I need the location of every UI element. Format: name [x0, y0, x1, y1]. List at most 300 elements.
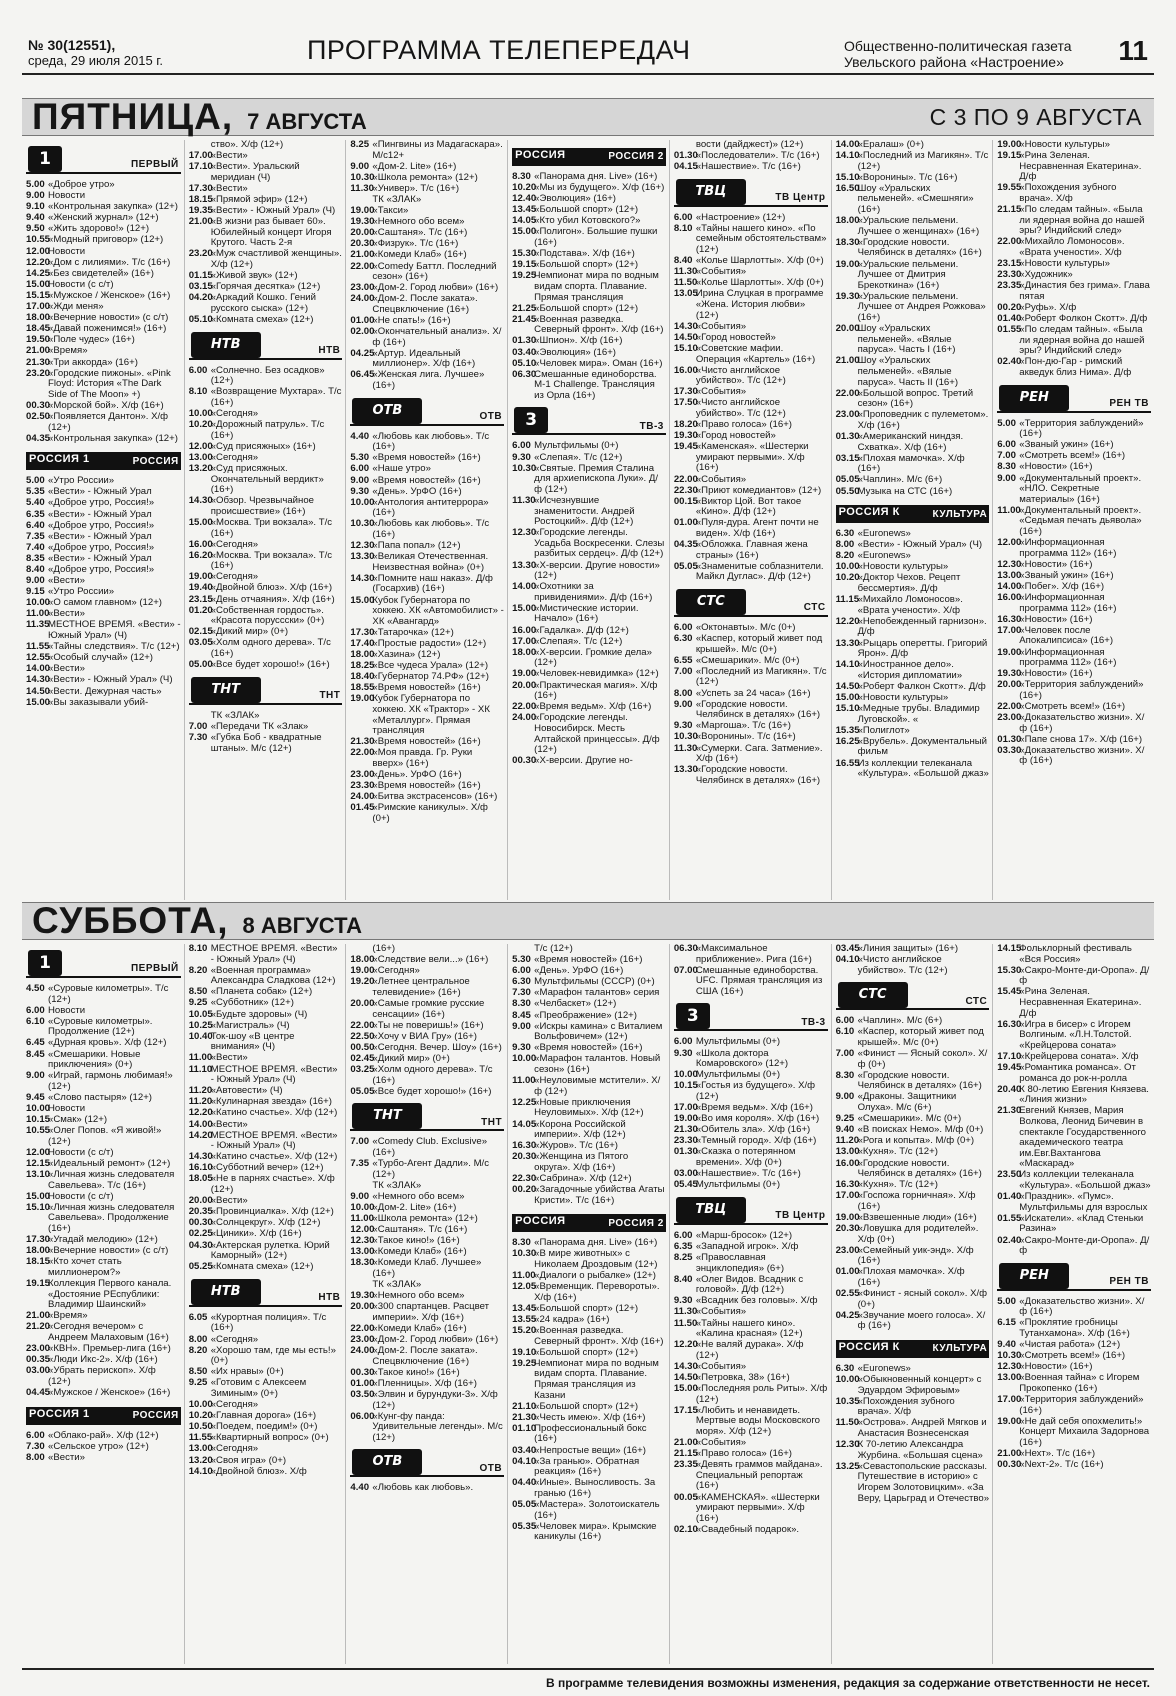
program-time: 11.00 [188, 1052, 213, 1064]
program-time: 9.00 [350, 474, 370, 486]
program-entry [350, 184, 504, 195]
program-title: «Дикий мир» (0+) [210, 626, 289, 638]
program-title: «Темный город». Х/ф (16+) [695, 1135, 817, 1147]
program-entry [997, 1362, 1151, 1373]
program-title: «Новости» (16+) [1019, 1361, 1093, 1373]
program-time: 6.00 [673, 621, 693, 633]
program-time: 10.30 [350, 518, 375, 530]
program-entry [189, 1313, 343, 1334]
program-title: «Автовести» (Ч) [210, 1085, 283, 1097]
program-time: 05.05 [512, 1499, 537, 1510]
program-entry [26, 1050, 181, 1071]
program-entry [674, 431, 828, 442]
channel-name: РОССИЯ 2 [608, 151, 664, 163]
program-time: 8.20 [188, 1344, 208, 1356]
program-title: «Главная дорога» (16+) [210, 1410, 317, 1422]
program-entry [674, 162, 828, 173]
program-entry [189, 1108, 343, 1119]
program-entry [512, 1304, 666, 1315]
program-time: 8.30 [512, 171, 531, 182]
program-time: 6.15 [997, 1317, 1016, 1329]
program-time: 02.40 [997, 356, 1022, 368]
channel-header [350, 398, 504, 426]
program-title: «Доброе утро, Россия!» [48, 564, 155, 575]
channel-logo-icon: 3 [676, 1003, 710, 1029]
program-time: 19.00 [188, 571, 213, 583]
program-time: 17.15 [673, 1404, 698, 1416]
program-entry [674, 1275, 828, 1296]
program-title: «Вести» - Южный Урал» (Ч) [210, 205, 336, 217]
program-time: 04.25 [835, 1309, 860, 1321]
program-time: 4.40 [350, 430, 370, 442]
program-time: 17.00 [673, 1102, 698, 1114]
program-title: «Свадебный подарок». [695, 1523, 800, 1535]
program-entry [997, 582, 1151, 593]
program-entry [189, 1400, 343, 1411]
program-entry [26, 1017, 181, 1038]
program-entry [512, 1185, 666, 1206]
program-title: «Слепая». Т/с (12+) [534, 451, 623, 463]
program-time: 01.55 [997, 1212, 1022, 1224]
program-title: «Немного обо всем» [372, 1290, 465, 1302]
program-entry [26, 498, 181, 509]
program-time: 24.00 [350, 791, 375, 803]
program-title: «Марафон талантов. Новый сезон» (16+) [534, 1053, 661, 1076]
program-entry [997, 1085, 1151, 1106]
program-title: «Три аккорда» (16+) [48, 356, 138, 368]
program-title: «Nехт-2». Т/с (16+) [1019, 1459, 1104, 1471]
program-title: Мультфильмы (0+) [534, 440, 619, 452]
program-entry [26, 213, 181, 224]
program-title: «Вечерние новости» (с с/т) [48, 312, 169, 324]
program-time: 21.00 [350, 249, 375, 261]
program-title: «Появляется Дантон». Х/ф (12+) [48, 410, 169, 433]
program-title: Шоу «Уральских пельменей». «Вялые паруса». Часть II (16+) [857, 355, 959, 388]
program-entry [189, 1120, 343, 1131]
program-time: 13.45 [512, 1302, 537, 1314]
program-entry [26, 291, 181, 302]
program-entry [26, 642, 181, 653]
program-title: «Городские пижоны». «Pink Floyd: История «The Dark Side of The Moon» +) [48, 367, 171, 400]
program-title: «Звучание моего голоса». Х/ф (16+) [857, 1309, 986, 1332]
program-time: 18.00 [350, 954, 375, 966]
program-entry [512, 1282, 666, 1303]
program-time: 01.10 [512, 1422, 537, 1434]
channel-header [836, 505, 990, 523]
program-entry [512, 1500, 666, 1521]
program-entry [512, 681, 666, 702]
program-entry [836, 292, 990, 324]
program-title: «Вести» [48, 608, 85, 620]
program-time: 10.30 [997, 1350, 1022, 1362]
program-title: «Слово пастыря» (12+) [48, 1091, 152, 1103]
channel-header [350, 1103, 504, 1131]
program-time: 10.00 [350, 1201, 375, 1213]
program-time: 10.05 [188, 1008, 213, 1020]
program-title: «Школа доктора Комаровского» (12+) [695, 1047, 789, 1070]
program-entry [836, 151, 990, 172]
saturday-column [184, 944, 346, 1664]
program-title: «Линия защиты» (16+) [857, 944, 959, 954]
program-entry [997, 281, 1151, 302]
program-entry [26, 335, 181, 346]
program-entry [997, 1297, 1151, 1318]
program-time: 9.30 [673, 1047, 693, 1059]
program-entry [674, 1125, 828, 1136]
program-time: 13.30 [512, 559, 537, 571]
channel-logo-icon: ТНТ [352, 1103, 422, 1129]
program-title: «Человек мира». Оман (16+) [534, 357, 663, 369]
program-title: «Моя правда. Гр. Руки вверх» (16+) [372, 747, 473, 769]
program-time: 22.00 [997, 701, 1022, 712]
program-title: «Новости культуры» [857, 561, 949, 573]
program-title: «Время новостей» (16+) [534, 954, 643, 966]
program-title: «Х-версии. Другие но- [534, 755, 633, 767]
program-entry [674, 667, 828, 688]
program-entry [189, 1467, 343, 1478]
program-time: 01.30 [673, 150, 698, 162]
program-title: «Время новостей» (16+) [534, 1042, 643, 1054]
program-title: К 80-летию Евгения Князева. «Линия жизни» [1019, 1083, 1149, 1106]
program-entry [997, 1052, 1151, 1063]
program-entry [26, 1235, 181, 1246]
program-entry [350, 1203, 504, 1214]
program-time: 24.00 [512, 712, 537, 724]
program-entry [26, 1388, 181, 1399]
program-time: 16.00 [673, 364, 698, 376]
channel-name: ТНТ [481, 1116, 503, 1128]
program-time: 6.00 [997, 439, 1016, 451]
program-entry [26, 1257, 181, 1278]
program-entry [26, 576, 181, 587]
channel-name: РОССИЯ [132, 1409, 179, 1421]
program-entry [26, 1126, 181, 1147]
program-entry [674, 744, 828, 765]
program-title: «Севастопольские рассказы. Путешествие в историю» с Игорем Золотовицким». «За Веру, Царьград и Отечество» [857, 1460, 990, 1504]
program-time: 19.25 [512, 1357, 537, 1369]
program-entry [189, 1097, 343, 1108]
program-time: 24.00 [350, 1345, 375, 1357]
program-time: 12.00 [26, 1146, 51, 1158]
channel-logo-icon: ТВЦ [676, 179, 746, 205]
program-time: 19.50 [26, 334, 51, 346]
program-time: 10.55 [26, 1125, 51, 1137]
program-entry [512, 999, 666, 1010]
program-title: «Право голоса» (16+) [695, 419, 792, 431]
program-time: 23.00 [997, 712, 1022, 724]
program-entry [997, 303, 1151, 314]
program-entry [189, 206, 343, 217]
program-title: «Аркадий Кошко. Гений русского сыска» (12+) [210, 292, 316, 314]
program-title: «Комеди Клаб. Лучшее» (16+) [372, 1257, 482, 1279]
program-title: «Проклятие гробницы Тутанхамона». Х/ф (16+) [1019, 1317, 1130, 1339]
program-title: «Поедем, поедим!» (0+) [210, 1421, 318, 1433]
program-title: «Челбаскет» (12+) [534, 998, 617, 1010]
program-time: 04.15 [673, 161, 698, 173]
program-title: «Магистраль» (Ч) [210, 1019, 290, 1031]
program-title: «Медные трубы. Владимир Луговской». « [857, 703, 980, 725]
program-title: ТК «ЗЛАК» [372, 1179, 422, 1191]
program-title: «Любовь как любовь». Т/с (16+) [372, 430, 490, 453]
program-title: «Каменская». «Шестерки умирают первыми». Х/ф (16+) [695, 441, 809, 474]
program-entry [674, 366, 828, 387]
program-time: 6.10 [835, 1026, 855, 1038]
program-entry [512, 271, 666, 303]
program-title: Новости [48, 190, 86, 202]
saturday-day-title [32, 900, 362, 942]
program-title: «Вести» [48, 663, 85, 675]
program-title: «Курортная полиция». Т/с (16+) [210, 1311, 327, 1334]
program-title: «Не спать!» (16+) [372, 315, 451, 326]
program-entry [674, 344, 828, 365]
program-title: «Каспер, который живет под крышей». М/с (0+) [857, 1026, 984, 1048]
program-time: 15.00 [673, 1383, 698, 1395]
program-entry [836, 540, 990, 551]
program-time: 9.25 [188, 997, 208, 1009]
program-time: 12.30 [350, 540, 375, 552]
program-entry [836, 704, 990, 725]
program-entry [350, 316, 504, 327]
program-title: «Похождения зубного врача». Х/ф [857, 1395, 955, 1418]
program-title: «Папа попал» (12+) [372, 540, 461, 552]
program-entry [836, 529, 990, 540]
program-entry [350, 574, 504, 595]
program-time: 21.00 [188, 216, 213, 228]
program-title: «Романтика романса». От романса до рок-н-ролла [1019, 1062, 1136, 1084]
program-time: 14.10 [835, 150, 860, 162]
program-entry [350, 519, 504, 540]
program-title: «Квартирный вопрос» (0+) [210, 1432, 329, 1444]
program-time: 17.10 [188, 161, 213, 173]
friday-column [831, 140, 993, 900]
program-title: «Эволюция» (16+) [534, 346, 616, 358]
friday-column [507, 140, 669, 900]
program-time: 19.00 [512, 668, 537, 680]
program-time: 12.20 [835, 615, 860, 627]
program-time: 6.00 [26, 1004, 45, 1016]
program-time: 8.45 [26, 1048, 45, 1060]
program-title: «Временщик. Перевороты». Х/ф (16+) [534, 1281, 660, 1303]
program-time: 20.00 [188, 1195, 213, 1207]
program-time: 15.00 [835, 692, 860, 703]
channel-logo-icon: ТНТ [191, 677, 261, 703]
program-time: 22.00 [350, 1322, 375, 1334]
program-time: 00.30 [26, 399, 51, 411]
program-entry [350, 432, 504, 453]
channel-header [674, 1003, 828, 1031]
program-title: «Советские мафии. Операция «Картель» (16+) [695, 342, 816, 365]
program-title: «Сегодня» [210, 451, 259, 463]
program-entry [26, 434, 181, 445]
program-title: «Комеди Клаб» (16+) [372, 249, 467, 261]
program-time: 12.55 [26, 652, 51, 664]
program-title: «Окончательный анализ». Х/ф (16+) [372, 326, 502, 348]
channel-logo-icon: 3 [514, 407, 548, 433]
program-time: 02.50 [26, 410, 51, 422]
program-entry [674, 140, 828, 151]
program-title: «Обложка. Главная жена страны» (16+) [695, 539, 808, 561]
program-time: 11.30 [673, 266, 698, 278]
friday-column [345, 140, 507, 900]
program-entry [350, 1065, 504, 1086]
program-entry [512, 604, 666, 625]
program-entry [350, 1225, 504, 1236]
program-title: «Чисто английское убийство». Т/с (12+) [857, 954, 948, 976]
program-time: 17.00 [512, 635, 537, 647]
program-time: 05.10 [188, 314, 213, 325]
program-title: «Саштаня». Т/с (16+) [372, 227, 468, 239]
program-title: ТК «ЗЛАК» [372, 193, 422, 205]
program-entry [189, 1433, 343, 1444]
program-title: «Любить и ненавидеть. Мертвые воды Московского моря». Х/ф (12+) [695, 1404, 820, 1437]
program-title: «События» [695, 1306, 747, 1318]
program-title: Профессиональный бокс (16+) [534, 1422, 647, 1445]
program-time: 20.00 [997, 679, 1022, 691]
program-entry [512, 496, 666, 528]
program-title: «День». УрФО (16+) [534, 965, 624, 977]
program-title: «Чисто английское убийство». Т/с (12+) [695, 397, 786, 419]
program-entry [26, 1453, 181, 1464]
program-time: 9.45 [26, 1091, 45, 1103]
program-title: «Такое кино!» (16+) [372, 1235, 460, 1247]
saturday-header [22, 902, 1154, 940]
program-time: 10.00 [512, 1053, 537, 1065]
program-time: 14.50 [835, 680, 860, 692]
program-time: 21.15 [673, 1448, 698, 1460]
program-entry [26, 543, 181, 554]
program-entry [674, 1231, 828, 1242]
program-time: 14.50 [26, 685, 51, 697]
program-time: 7.35 [26, 530, 45, 542]
program-entry [189, 1411, 343, 1422]
program-title: «Катино счастье». Х/ф (12+) [210, 1151, 338, 1163]
program-time: 02.25 [188, 1228, 213, 1240]
program-entry [836, 1224, 990, 1245]
program-title: «Династия без грима». Глава пятая [1019, 280, 1150, 302]
program-entry [997, 1170, 1151, 1191]
program-title: «Субботний вечер» (12+) [210, 1162, 324, 1174]
program-time: 10.20 [512, 182, 537, 194]
program-time: 18.15 [26, 1256, 51, 1268]
program-time: 8.30 [512, 998, 531, 1010]
program-time: 04.20 [188, 292, 213, 304]
program-entry [997, 944, 1151, 965]
program-entry [26, 313, 181, 324]
program-time: 8.30 [512, 1237, 531, 1249]
friday-column [992, 140, 1154, 900]
program-time: 00.20 [997, 301, 1022, 313]
program-title: «Личная жизнь следователя Савельева». Продолжение (16+) [48, 1201, 175, 1235]
program-entry [512, 1413, 666, 1424]
program-title: «Драконы. Защитники Олуха». М/с (6+) [857, 1091, 957, 1114]
program-entry [189, 1444, 343, 1455]
channel-tag: РОССИЯ К [838, 1341, 900, 1353]
program-title: «Вечерние новости» (с с/т) [48, 1245, 169, 1257]
program-time: 8.40 [673, 255, 693, 267]
program-time: 14.30 [673, 1360, 698, 1372]
program-entry [350, 596, 504, 628]
program-title: «Сегодня. Вечер. Шоу» (16+) [372, 1041, 502, 1053]
program-time: 6.00 [188, 364, 208, 376]
program-time: 7.00 [673, 665, 693, 677]
program-title: «Обзор. Чрезвычайное происшествие» (16+) [210, 495, 314, 517]
program-title: «Школа ремонта» (12+) [372, 171, 478, 183]
program-time: 17.30 [673, 386, 698, 398]
program-time: 9.00 [673, 698, 693, 710]
program-title: «Последователи». Т/с (16+) [695, 150, 820, 162]
program-time: 5.00 [26, 475, 45, 487]
program-time: 8.50 [188, 1366, 208, 1378]
program-title: «Тайны нашего кино». «Калина красная» (12+) [695, 1317, 803, 1340]
program-entry [512, 172, 666, 183]
program-entry [674, 1384, 828, 1405]
program-time: 03.40 [512, 1444, 537, 1456]
program-time: 11.20 [835, 1135, 860, 1147]
program-entry [189, 711, 343, 722]
program-title: вости (дайджест)» (12+) [695, 140, 804, 150]
program-entry [674, 1180, 828, 1191]
program-time: 22.30 [512, 1172, 537, 1184]
program-entry [674, 1070, 828, 1081]
program-title: «Настроение» (12+) [695, 211, 786, 223]
program-entry [997, 615, 1151, 626]
program-entry [512, 1011, 666, 1022]
program-title: «Православная энциклопедия» (6+) [695, 1251, 785, 1274]
program-time: 15.00 [26, 278, 51, 290]
program-time: 7.30 [26, 1440, 45, 1452]
program-title: Фольклорный фестиваль «Вся Россия» [1019, 944, 1132, 965]
program-time: 01.45 [350, 802, 375, 814]
program-title: «Рина Зеленая. Несравненная Екатерина». Д/ф [1019, 150, 1142, 183]
program-title: «Городские новости. Челябинск в деталях» (16+) [857, 1069, 982, 1092]
program-title: «Городские новости. Челябинск в деталях» (16+) [857, 236, 982, 259]
program-time: 23.20 [188, 248, 213, 260]
program-title: «Вести» [48, 1451, 85, 1463]
program-entry [350, 1021, 504, 1032]
program-entry [997, 1192, 1151, 1213]
program-title: «Губка Боб - квадратные штаны». М/с (12+) [210, 731, 322, 754]
program-title: «Художник» [1019, 269, 1073, 281]
channel-tag: РОССИЯ [515, 149, 566, 161]
program-time: 12.00 [188, 440, 213, 452]
program-entry [512, 1141, 666, 1152]
program-entry [512, 1152, 666, 1173]
program-time: 22.00 [835, 387, 860, 399]
program-title: «Новости культуры» [1019, 140, 1110, 150]
program-entry [350, 1291, 504, 1302]
program-time: 10.50 [188, 1421, 213, 1433]
program-entry [189, 551, 343, 572]
program-title: «Физрук». Т/с (16+) [372, 238, 459, 250]
program-entry [189, 496, 343, 517]
program-title: Кубок Губернатора по хоккею. ХК «Автомобилист» - ХК «Авангард» [372, 594, 504, 627]
channel-header [26, 950, 181, 978]
program-time: 11.15 [835, 594, 860, 606]
program-title: «Сказка о потерянном времени». Х/ф (0+) [695, 1146, 796, 1168]
program-title: «Сегодня» [210, 571, 259, 583]
program-time: 6.00 [835, 1015, 855, 1027]
program-title: «Время» [48, 345, 88, 357]
program-title: «Девять граммов майдана». Специальный репортаж (16+) [695, 1459, 823, 1492]
program-entry [836, 1462, 990, 1504]
channel-header [26, 1407, 181, 1425]
program-title: «Татарочка» (12+) [372, 626, 454, 638]
program-title: Кубок Губернатора по хоккею. ХК «Трактор» - ХК «Металлург». Прямая трансляция [372, 693, 490, 737]
program-title: «Гадалка». Д/ф (12+) [534, 624, 629, 636]
program-entry [189, 1422, 343, 1433]
program-title: «Вести» - Южный Урал [48, 552, 152, 564]
program-entry [836, 726, 990, 737]
